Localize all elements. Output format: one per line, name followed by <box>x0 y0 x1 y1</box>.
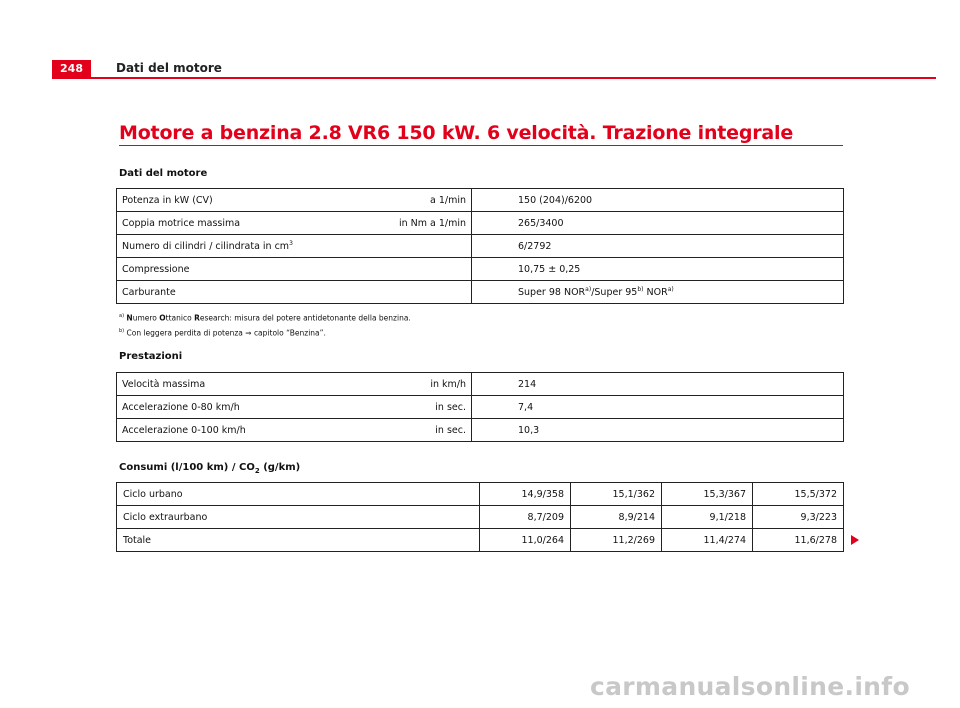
page-header <box>52 60 936 78</box>
page-title: Motore a benzina 2.8 VR6 150 kW. 6 velocità. Trazione integrale <box>119 122 794 144</box>
row-value: 11,2/269 <box>571 529 662 552</box>
row-value: 9,3/223 <box>753 506 844 529</box>
row-value: 11,0/264 <box>480 529 571 552</box>
row-label: Accelerazione 0-100 km/h <box>117 419 352 442</box>
row-value: 265/3400 <box>472 212 844 235</box>
table-row <box>117 212 844 235</box>
row-value: 150 (204)/6200 <box>472 189 844 212</box>
engine-data-table <box>116 188 844 304</box>
row-unit: in Nm a 1/min <box>351 212 472 235</box>
performance-table <box>116 372 844 442</box>
row-label: Velocità massima <box>117 373 352 396</box>
row-label: Coppia motrice massima <box>117 212 352 235</box>
row-label: Compressione <box>117 258 352 281</box>
row-label: Potenza in kW (CV) <box>117 189 352 212</box>
table-row <box>117 281 844 304</box>
table-row <box>117 396 844 419</box>
consumption-section-heading: Consumi (l/100 $km) / CO_2$ (g/km) <box>119 462 301 475</box>
table-row <box>117 235 844 258</box>
row-unit: in sec. <box>351 419 472 442</box>
row-value: 11,6/278 <box>753 529 844 552</box>
row-value: 15,5/372 <box>753 483 844 506</box>
row-unit: in sec. <box>351 396 472 419</box>
table-row <box>117 373 844 396</box>
row-label: Accelerazione 0-80 km/h <box>117 396 352 419</box>
row-value: 10,75 ± 0,25 <box>472 258 844 281</box>
footnote-a: $^{a)}$ Numero Ottanico Research: misura del potere antidetonante della benzina. <box>119 313 411 323</box>
table-row <box>117 419 844 442</box>
row-value: 214 <box>472 373 844 396</box>
table-row <box>117 529 844 552</box>
footnotes <box>119 310 411 339</box>
table-row <box>117 189 844 212</box>
engine-section-heading: Dati del motore <box>119 168 208 179</box>
row-value: 10,3 <box>472 419 844 442</box>
row-unit <box>351 235 472 258</box>
row-value: 15,3/367 <box>662 483 753 506</box>
row-unit <box>351 258 472 281</box>
row-value: 7,4 <box>472 396 844 419</box>
row-label: Totale <box>117 529 480 552</box>
row-value: 9,1/218 <box>662 506 753 529</box>
watermark: carmanualsonline.info <box>590 672 910 701</box>
table-row <box>117 258 844 281</box>
row-value: 11,4/274 <box>662 529 753 552</box>
title-rule <box>119 145 843 146</box>
row-value: 8,9/214 <box>571 506 662 529</box>
footnote-b: $^{b)}$ Con leggera perdita di potenza ⇒ capitolo “Benzina”. <box>119 327 326 337</box>
next-page-arrow-icon[interactable] <box>851 535 859 545</box>
row-unit: in km/h <box>351 373 472 396</box>
row-value: Super 98 NOR$^{a)}$/Super 95$^{b)}$ NOR$^{a)}$ <box>472 281 844 304</box>
header-title: Dati del motore <box>116 61 222 75</box>
header-rule <box>52 77 936 79</box>
row-label: Ciclo urbano <box>117 483 480 506</box>
table-row <box>117 506 844 529</box>
row-label: Ciclo extraurbano <box>117 506 480 529</box>
row-unit <box>351 281 472 304</box>
row-value: 8,7/209 <box>480 506 571 529</box>
row-value: 6/2792 <box>472 235 844 258</box>
page-number-badge: 248 <box>52 60 91 78</box>
consumption-table <box>116 482 844 552</box>
table-row <box>117 483 844 506</box>
row-label: Numero di cilindri / cilindrata in $cm^3$ <box>117 235 352 258</box>
performance-section-heading: Prestazioni <box>119 351 183 362</box>
row-value: 15,1/362 <box>571 483 662 506</box>
row-value: 14,9/358 <box>480 483 571 506</box>
row-unit: a 1/min <box>351 189 472 212</box>
row-label: Carburante <box>117 281 352 304</box>
